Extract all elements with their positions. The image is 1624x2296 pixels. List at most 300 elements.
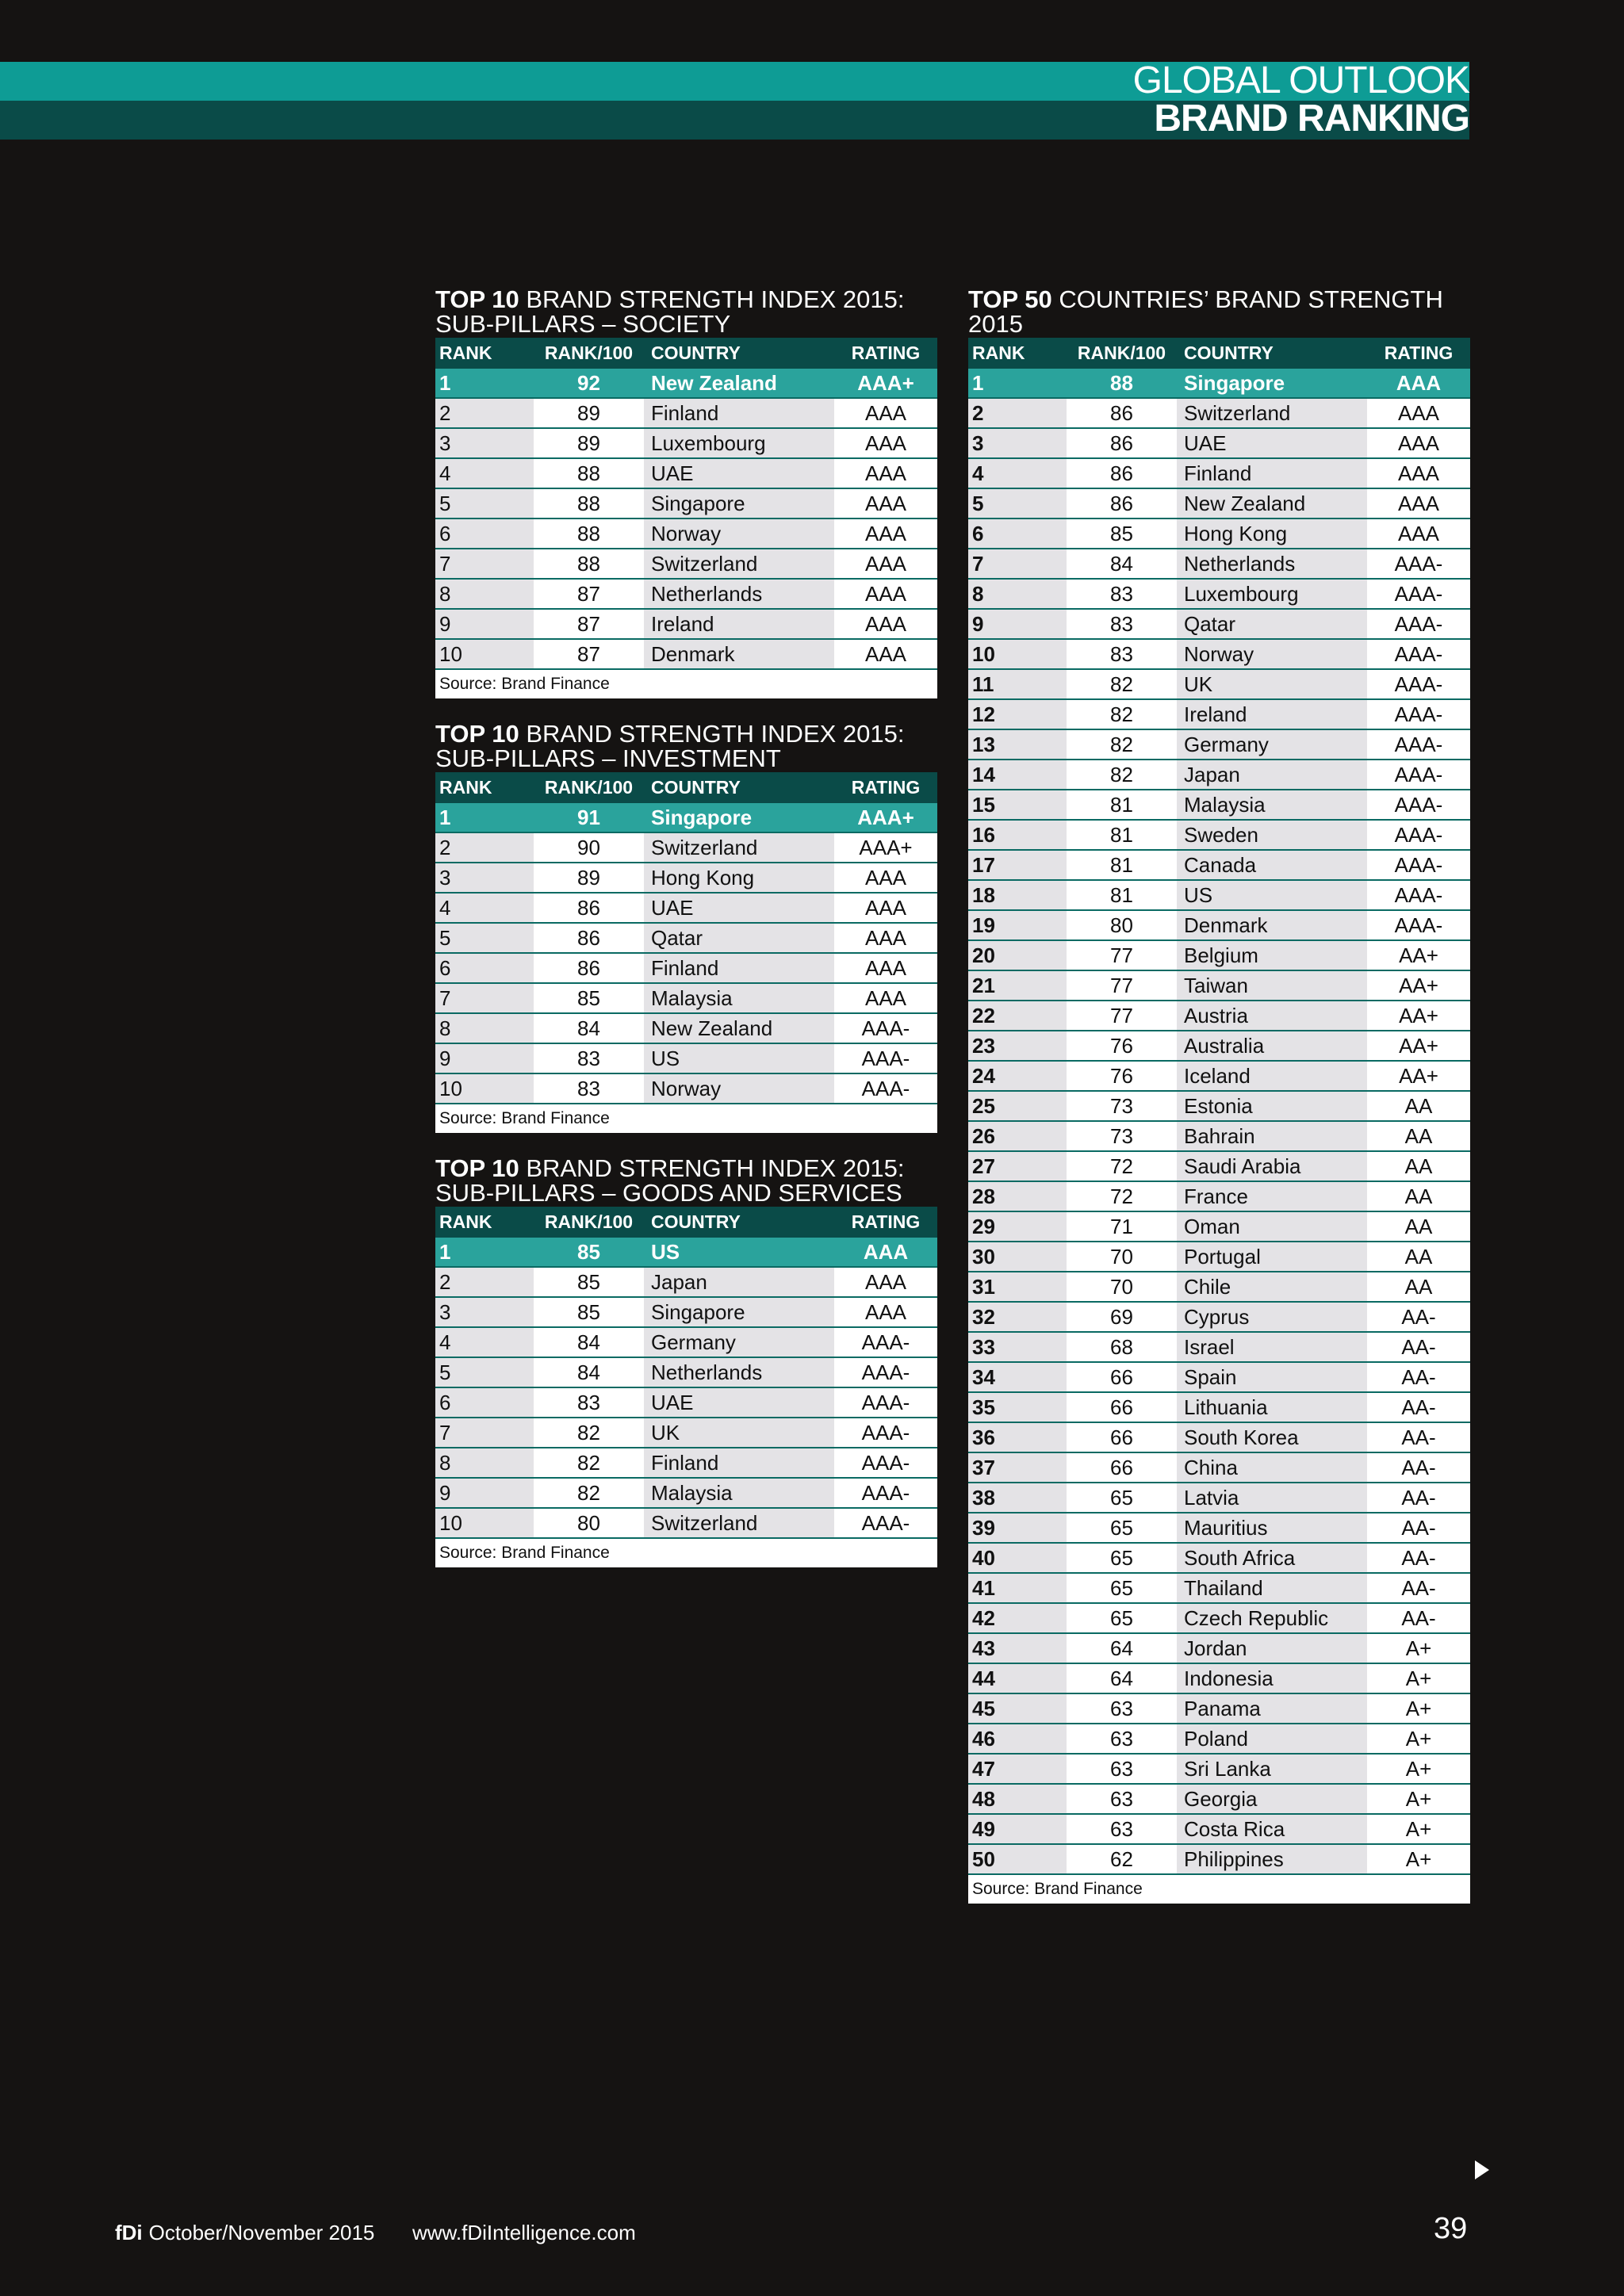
score-cell: 85 [1067, 519, 1177, 548]
rating-cell: AA- [1367, 1574, 1470, 1602]
score-cell: 83 [534, 1074, 644, 1103]
rating-cell: AAA- [1367, 790, 1470, 819]
score-cell: 81 [1067, 821, 1177, 849]
country-cell: Cyprus [1177, 1303, 1367, 1331]
ranking-table [435, 338, 937, 698]
country-cell: Spain [1177, 1363, 1367, 1391]
table-row [435, 1014, 937, 1044]
table-row [968, 1664, 1470, 1694]
rank-cell: 37 [968, 1453, 1067, 1482]
score-cell: 66 [1067, 1363, 1177, 1391]
rank-cell: 8 [435, 1014, 534, 1043]
table-row [968, 459, 1470, 489]
score-cell: 82 [1067, 730, 1177, 759]
header-rating: RATING [1384, 342, 1454, 363]
rating-cell: AAA [1367, 429, 1470, 457]
rank-cell: 31 [968, 1272, 1067, 1301]
rating-cell: AAA- [1367, 821, 1470, 849]
score-cell: 63 [1067, 1694, 1177, 1723]
fdi-logo: fDi [115, 2221, 143, 2244]
country-cell: New Zealand [644, 1014, 834, 1043]
score-cell: 80 [1067, 911, 1177, 939]
country-cell: Malaysia [644, 984, 834, 1012]
rating-cell: AAA [834, 954, 937, 982]
country-cell: Malaysia [1177, 790, 1367, 819]
rank-cell: 4 [435, 894, 534, 922]
rank-cell: 27 [968, 1152, 1067, 1181]
table-row [435, 803, 937, 833]
country-cell: Panama [1177, 1694, 1367, 1723]
rank-cell: 4 [435, 1328, 534, 1357]
country-cell: Denmark [1177, 911, 1367, 939]
table-row [968, 1604, 1470, 1634]
rank-cell: 20 [968, 941, 1067, 970]
rating-cell: AAA- [1367, 640, 1470, 668]
rank-cell: 26 [968, 1122, 1067, 1150]
country-cell: Sweden [1177, 821, 1367, 849]
rating-cell: AA [1367, 1242, 1470, 1271]
rating-cell: AAA- [834, 1328, 937, 1357]
rating-cell: AAA [834, 894, 937, 922]
table-header-row [968, 338, 1470, 369]
country-cell: Georgia [1177, 1785, 1367, 1813]
table-row [435, 489, 937, 519]
rank-cell: 1 [972, 370, 984, 395]
table-title [435, 287, 937, 338]
score-cell: 89 [534, 863, 644, 892]
table-header-row [435, 1207, 937, 1238]
rank-cell: 12 [968, 700, 1067, 729]
table-row [435, 924, 937, 954]
rank-cell: 24 [968, 1062, 1067, 1090]
table-row [968, 1303, 1470, 1333]
rating-cell: AAA [834, 1268, 937, 1296]
score-cell: 65 [1067, 1483, 1177, 1512]
table-title-bold: TOP 10 [435, 285, 519, 313]
score-cell: 64 [1067, 1634, 1177, 1663]
table-row [968, 1363, 1470, 1393]
score-cell: 92 [577, 370, 600, 395]
rating-cell: AAA [834, 863, 937, 892]
table-row [968, 1182, 1470, 1212]
rank-cell: 9 [435, 1479, 534, 1507]
country-cell: New Zealand [1177, 489, 1367, 518]
rating-cell: A+ [1367, 1815, 1470, 1843]
rating-cell: A+ [1367, 1634, 1470, 1663]
country-cell: Portugal [1177, 1242, 1367, 1271]
table-row [968, 881, 1470, 911]
rank-cell: 5 [968, 489, 1067, 518]
rank-cell: 19 [968, 911, 1067, 939]
header-rank100: RANK/100 [1077, 342, 1166, 363]
score-cell: 86 [1067, 429, 1177, 457]
rank-cell: 46 [968, 1724, 1067, 1753]
rating-cell: AAA- [834, 1358, 937, 1387]
table-row [968, 1483, 1470, 1513]
score-cell: 84 [534, 1014, 644, 1043]
rank-cell: 14 [968, 760, 1067, 789]
rating-cell: AAA- [1367, 580, 1470, 608]
table-row [968, 821, 1470, 851]
score-cell: 83 [1067, 580, 1177, 608]
rating-cell: AAA [863, 1239, 909, 1264]
rating-cell: AAA [1367, 399, 1470, 427]
rank-cell: 3 [968, 429, 1067, 457]
score-cell: 77 [1067, 941, 1177, 970]
score-cell: 87 [534, 610, 644, 638]
score-cell: 82 [1067, 760, 1177, 789]
rank-cell: 2 [968, 399, 1067, 427]
table-title [435, 721, 937, 772]
score-cell: 88 [534, 459, 644, 488]
country-cell: Canada [1177, 851, 1367, 879]
rank-cell: 45 [968, 1694, 1067, 1723]
score-cell: 81 [1067, 851, 1177, 879]
score-cell: 88 [534, 549, 644, 578]
table-row [968, 1092, 1470, 1122]
country-cell: Finland [644, 1448, 834, 1477]
table-row [968, 1062, 1470, 1092]
rank-cell: 5 [435, 1358, 534, 1387]
country-cell: Chile [1177, 1272, 1367, 1301]
rating-cell: AAA- [1367, 911, 1470, 939]
table-row [968, 911, 1470, 941]
header-rank100: RANK/100 [544, 342, 634, 363]
country-cell: Switzerland [1177, 399, 1367, 427]
rank-cell: 1 [439, 1239, 451, 1264]
rank-cell: 8 [435, 580, 534, 608]
rating-cell: AA- [1367, 1393, 1470, 1422]
rank-cell: 6 [435, 954, 534, 982]
ranking-table [435, 1207, 937, 1567]
rank-cell: 17 [968, 851, 1067, 879]
rating-cell: AAA [1367, 489, 1470, 518]
country-cell: Germany [1177, 730, 1367, 759]
rating-cell: AA+ [1367, 971, 1470, 1000]
header-country: COUNTRY [1184, 342, 1274, 363]
table-row [968, 1815, 1470, 1845]
country-cell: Singapore [1184, 370, 1285, 395]
table-title-line2: SUB-PILLARS – INVESTMENT [435, 744, 781, 772]
rank-cell: 18 [968, 881, 1067, 909]
rating-cell: AA- [1367, 1544, 1470, 1572]
header-rank: RANK [439, 1211, 492, 1232]
country-cell: Indonesia [1177, 1664, 1367, 1693]
score-cell: 82 [534, 1479, 644, 1507]
table-row [435, 1479, 937, 1509]
country-cell: Ireland [1177, 700, 1367, 729]
table-goods-services [435, 1156, 937, 1567]
country-cell: Qatar [1177, 610, 1367, 638]
rating-cell: AAA [834, 580, 937, 608]
rank-cell: 44 [968, 1664, 1067, 1693]
score-cell: 86 [534, 924, 644, 952]
table-row [435, 640, 937, 670]
country-cell: Thailand [1177, 1574, 1367, 1602]
rank-cell: 3 [435, 863, 534, 892]
rank-cell: 7 [435, 1418, 534, 1447]
country-cell: Latvia [1177, 1483, 1367, 1512]
score-cell: 65 [1067, 1604, 1177, 1632]
rank-cell: 1 [439, 370, 451, 395]
rank-cell: 6 [435, 519, 534, 548]
score-cell: 77 [1067, 1001, 1177, 1030]
country-cell: Qatar [644, 924, 834, 952]
rating-cell: AA [1367, 1122, 1470, 1150]
rating-cell: AAA- [834, 1044, 937, 1073]
score-cell: 88 [534, 519, 644, 548]
score-cell: 84 [534, 1328, 644, 1357]
rank-cell: 4 [435, 459, 534, 488]
rating-cell: A+ [1367, 1694, 1470, 1723]
score-cell: 86 [1067, 459, 1177, 488]
score-cell: 63 [1067, 1755, 1177, 1783]
table-society [435, 287, 937, 698]
rating-cell: AA- [1367, 1303, 1470, 1331]
rank-cell: 15 [968, 790, 1067, 819]
header-rank: RANK [439, 777, 492, 798]
score-cell: 90 [534, 833, 644, 862]
table-row [968, 1634, 1470, 1664]
country-cell: Netherlands [644, 580, 834, 608]
header-rating: RATING [851, 342, 921, 363]
rating-cell: AAA [1367, 519, 1470, 548]
table-investment [435, 721, 937, 1133]
country-cell: Denmark [644, 640, 834, 668]
header-rank: RANK [439, 342, 492, 363]
score-cell: 80 [534, 1509, 644, 1537]
rating-cell: A+ [1367, 1724, 1470, 1753]
table-row [968, 549, 1470, 580]
country-cell: Norway [644, 1074, 834, 1103]
score-cell: 73 [1067, 1122, 1177, 1150]
country-cell: Costa Rica [1177, 1815, 1367, 1843]
rating-cell: AAA- [834, 1509, 937, 1537]
country-cell: Norway [644, 519, 834, 548]
rank-cell: 10 [435, 1074, 534, 1103]
table-row [968, 1785, 1470, 1815]
country-cell: Luxembourg [1177, 580, 1367, 608]
table-title [968, 287, 1470, 338]
table-title-line2: SUB-PILLARS – GOODS AND SERVICES [435, 1179, 902, 1207]
table-row [968, 640, 1470, 670]
score-cell: 81 [1067, 881, 1177, 909]
table-row [435, 984, 937, 1014]
score-cell: 88 [1110, 370, 1133, 395]
score-cell: 86 [1067, 399, 1177, 427]
rating-cell: AAA- [834, 1448, 937, 1477]
score-cell: 82 [1067, 670, 1177, 698]
rating-cell: AA [1367, 1182, 1470, 1211]
table-source: Source: Brand Finance [435, 670, 937, 698]
rating-cell: AAA+ [857, 370, 914, 395]
score-cell: 70 [1067, 1272, 1177, 1301]
score-cell: 82 [534, 1448, 644, 1477]
country-cell: Finland [1177, 459, 1367, 488]
table-row [968, 1031, 1470, 1062]
rank-cell: 30 [968, 1242, 1067, 1271]
table-row [968, 1513, 1470, 1544]
rank-cell: 36 [968, 1423, 1067, 1452]
ranking-table [435, 772, 937, 1133]
score-cell: 65 [1067, 1513, 1177, 1542]
rank-cell: 2 [435, 1268, 534, 1296]
country-cell: Australia [1177, 1031, 1367, 1060]
header-rank100: RANK/100 [544, 1211, 634, 1232]
country-cell: Switzerland [644, 833, 834, 862]
rank-cell: 10 [435, 640, 534, 668]
rating-cell: AAA- [1367, 851, 1470, 879]
table-title-line2: SUB-PILLARS – SOCIETY [435, 310, 731, 338]
table-title-line2: 2015 [968, 310, 1023, 338]
table-row [968, 1122, 1470, 1152]
country-cell: Lithuania [1177, 1393, 1367, 1422]
country-cell: France [1177, 1182, 1367, 1211]
header-rank100: RANK/100 [544, 777, 634, 798]
score-cell: 76 [1067, 1062, 1177, 1090]
rating-cell: AA+ [1367, 1031, 1470, 1060]
score-cell: 86 [534, 954, 644, 982]
table-row [968, 1272, 1470, 1303]
footer-date: October/November 2015 [148, 2221, 375, 2244]
country-cell: US [644, 1044, 834, 1073]
score-cell: 72 [1067, 1152, 1177, 1181]
rating-cell: AAA- [1367, 610, 1470, 638]
rating-cell: AAA- [1367, 700, 1470, 729]
rating-cell: AAA [834, 610, 937, 638]
rank-cell: 9 [968, 610, 1067, 638]
rank-cell: 49 [968, 1815, 1067, 1843]
table-row [968, 941, 1470, 971]
country-cell: Netherlands [1177, 549, 1367, 578]
table-row [968, 1845, 1470, 1875]
rank-cell: 9 [435, 610, 534, 638]
rank-cell: 41 [968, 1574, 1067, 1602]
table-row [968, 519, 1470, 549]
rank-cell: 7 [968, 549, 1067, 578]
score-cell: 86 [1067, 489, 1177, 518]
country-cell: Switzerland [644, 549, 834, 578]
table-row [968, 700, 1470, 730]
country-cell: US [651, 1239, 680, 1264]
rank-cell: 32 [968, 1303, 1067, 1331]
table-row [968, 670, 1470, 700]
table-row [435, 519, 937, 549]
table-row [968, 1242, 1470, 1272]
score-cell: 83 [534, 1044, 644, 1073]
score-cell: 76 [1067, 1031, 1177, 1060]
section-label: GLOBAL OUTLOOK [1132, 59, 1469, 101]
country-cell: Ireland [644, 610, 834, 638]
rank-cell: 1 [439, 805, 451, 829]
header-rank: RANK [972, 342, 1025, 363]
next-page-arrow-icon[interactable] [1475, 2160, 1489, 2179]
footer-publication [115, 2221, 374, 2245]
country-cell: Netherlands [644, 1358, 834, 1387]
country-cell: Estonia [1177, 1092, 1367, 1120]
table-row [968, 730, 1470, 760]
country-cell: UAE [644, 894, 834, 922]
rank-cell: 16 [968, 821, 1067, 849]
score-cell: 85 [534, 984, 644, 1012]
rating-cell: AA [1367, 1212, 1470, 1241]
score-cell: 83 [534, 1388, 644, 1417]
score-cell: 73 [1067, 1092, 1177, 1120]
rank-cell: 50 [968, 1845, 1067, 1873]
rating-cell: AA+ [1367, 1001, 1470, 1030]
rating-cell: AAA [1396, 370, 1442, 395]
country-cell: Taiwan [1177, 971, 1367, 1000]
country-cell: Japan [644, 1268, 834, 1296]
table-row [435, 1448, 937, 1479]
footer-url[interactable]: www.fDiIntelligence.com [412, 2221, 636, 2244]
country-cell: Hong Kong [644, 863, 834, 892]
rating-cell: AAA [834, 519, 937, 548]
score-cell: 66 [1067, 1393, 1177, 1422]
country-cell: Hong Kong [1177, 519, 1367, 548]
rating-cell: AAA- [834, 1074, 937, 1103]
score-cell: 66 [1067, 1453, 1177, 1482]
score-cell: 69 [1067, 1303, 1177, 1331]
rank-cell: 11 [968, 670, 1067, 698]
rank-cell: 33 [968, 1333, 1067, 1361]
table-row [435, 369, 937, 399]
score-cell: 85 [577, 1239, 600, 1264]
header-rating: RATING [851, 777, 921, 798]
table-title-text: BRAND STRENGTH INDEX 2015: [519, 1154, 905, 1182]
country-cell: South Africa [1177, 1544, 1367, 1572]
ranking-table [968, 338, 1470, 1904]
rating-cell: AAA- [834, 1479, 937, 1507]
country-cell: Czech Republic [1177, 1604, 1367, 1632]
rank-cell: 5 [435, 489, 534, 518]
rank-cell: 7 [435, 549, 534, 578]
table-row [435, 1268, 937, 1298]
table-top50 [968, 287, 1470, 1904]
country-cell: UK [644, 1418, 834, 1447]
rank-cell: 39 [968, 1513, 1067, 1542]
rank-cell: 5 [435, 924, 534, 952]
country-cell: New Zealand [651, 370, 777, 395]
table-row [968, 1574, 1470, 1604]
rating-cell: AAA [1367, 459, 1470, 488]
country-cell: UAE [644, 459, 834, 488]
table-row [435, 1074, 937, 1104]
table-row [968, 1152, 1470, 1182]
table-row [968, 610, 1470, 640]
header-country: COUNTRY [651, 777, 741, 798]
table-row [435, 459, 937, 489]
table-row [968, 1423, 1470, 1453]
country-cell: Sri Lanka [1177, 1755, 1367, 1783]
country-cell: Switzerland [644, 1509, 834, 1537]
country-cell: Bahrain [1177, 1122, 1367, 1150]
table-row [435, 1358, 937, 1388]
rank-cell: 6 [968, 519, 1067, 548]
table-row [968, 429, 1470, 459]
table-row [435, 863, 937, 894]
score-cell: 91 [577, 805, 600, 829]
score-cell: 83 [1067, 610, 1177, 638]
score-cell: 66 [1067, 1423, 1177, 1452]
table-row [968, 851, 1470, 881]
table-row [435, 1238, 937, 1268]
table-row [435, 1298, 937, 1328]
table-row [435, 833, 937, 863]
rating-cell: AAA- [1367, 670, 1470, 698]
header-country: COUNTRY [651, 1211, 741, 1232]
rating-cell: AA [1367, 1152, 1470, 1181]
